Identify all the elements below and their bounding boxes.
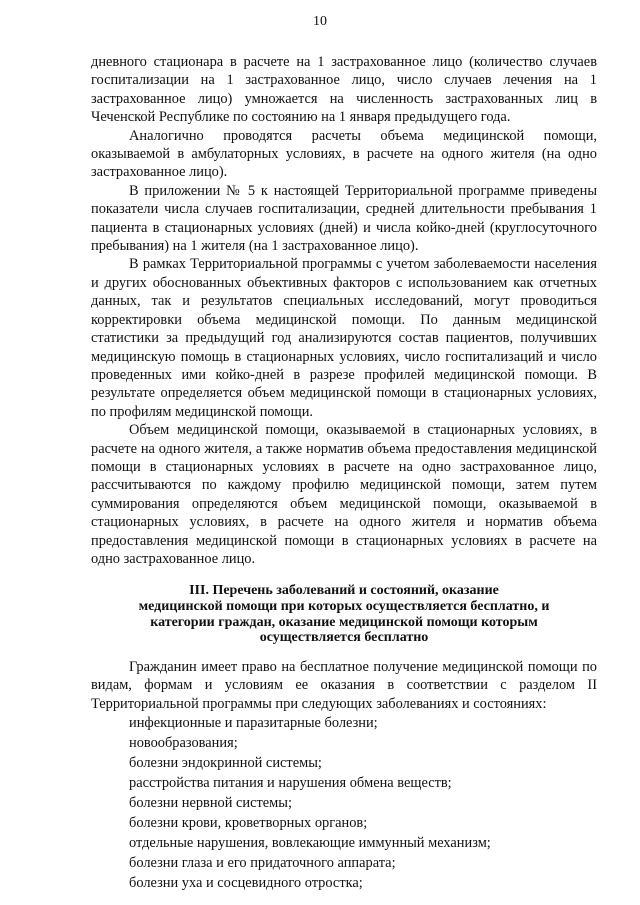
list-item: инфекционные и паразитарные болезни; [129, 714, 378, 731]
list-item: болезни эндокринной системы; [129, 754, 322, 771]
section-heading-line: осуществляется бесплатно [259, 630, 429, 646]
list-item: болезни крови, кроветворных органов; [129, 814, 368, 831]
list-item: расстройства питания и нарушения обмена веществ; [129, 774, 452, 791]
page-number: 10 [313, 14, 327, 29]
list-item: болезни уха и сосцевидного отростка; [129, 874, 363, 891]
list-item: новообразования; [129, 734, 238, 751]
intro-paragraph: Гражданин имеет право на бесплатное получение медицинской помощи по видам, формам и условиям ее оказания в соответствии с разделом II Территориальной программы при следующих заболеваниях и состояниях: [91, 658, 597, 712]
paragraph: В рамках Территориальной программы с учетом заболеваемости населения и других обоснованных объективных факторов с использованием как отчетных данных, так и результатов специальных исследований, могут проводиться корректировки объема медицинской помощи. По данным медицинской статистики за предыдущий год анализируются состав пациентов, получивших медицинскую помощь в стационарных условиях, число госпитализаций и число проведенных ими койко-дней в разрезе профилей медицинской помощи. В результате определяется объем медицинской помощи в стационарных условиях, по профилям медицинской помощи. [91, 256, 597, 420]
section-heading [91, 583, 597, 645]
section-heading-line: категории граждан, оказание медицинской помощи которым [150, 614, 538, 630]
paragraph: Аналогично проводятся расчеты объема медицинской помощи, оказываемой в амбулаторных условиях, в расчете на одного жителя (на одно застрахованное лицо). [91, 127, 597, 181]
list-item: отдельные нарушения, вовлекающие иммунный механизм; [129, 834, 491, 851]
document-body [91, 53, 597, 893]
section-heading-line: медицинской помощи при которых осуществляется бесплатно, и [138, 598, 550, 614]
list-item: болезни глаза и его придаточного аппарата; [129, 854, 396, 871]
paragraph: В приложении № 5 к настоящей Территориальной программе приведены показатели числа случаев госпитализации, средней длительности пребывания 1 пациента в стационарных условиях (дней) и числа койко-дней (круглосуточного пребывания) на 1 жителя (на 1 застрахованное лицо). [91, 182, 597, 255]
disease-list [91, 713, 597, 893]
paragraph: Объем медицинской помощи, оказываемой в стационарных условиях, в расчете на одного жителя, а также норматив объема предоставления медицинской помощи в стационарных условиях в расчете на одно застрахованное лицо, рассчитываются по каждому профилю медицинской помощи, затем путем суммирования определяются объем медицинской помощи, оказываемой в стационарных условиях, в расчете на одного жителя и норматив объема предоставления медицинской помощи в стационарных условиях в расчете на одно застрахованное лицо. [91, 422, 597, 567]
section-heading-line: III. Перечень заболеваний и состояний, оказание [189, 583, 499, 599]
list-item: болезни нервной системы; [129, 794, 292, 811]
paragraph: дневного стационара в расчете на 1 застрахованное лицо (количество случаев госпитализации на 1 застрахованное лицо, число случаев лечения на 1 застрахованное лицо) умножается на численность застрахованных лиц в Чеченской Республике по состоянию на 1 января предыдущего года. [91, 54, 597, 126]
